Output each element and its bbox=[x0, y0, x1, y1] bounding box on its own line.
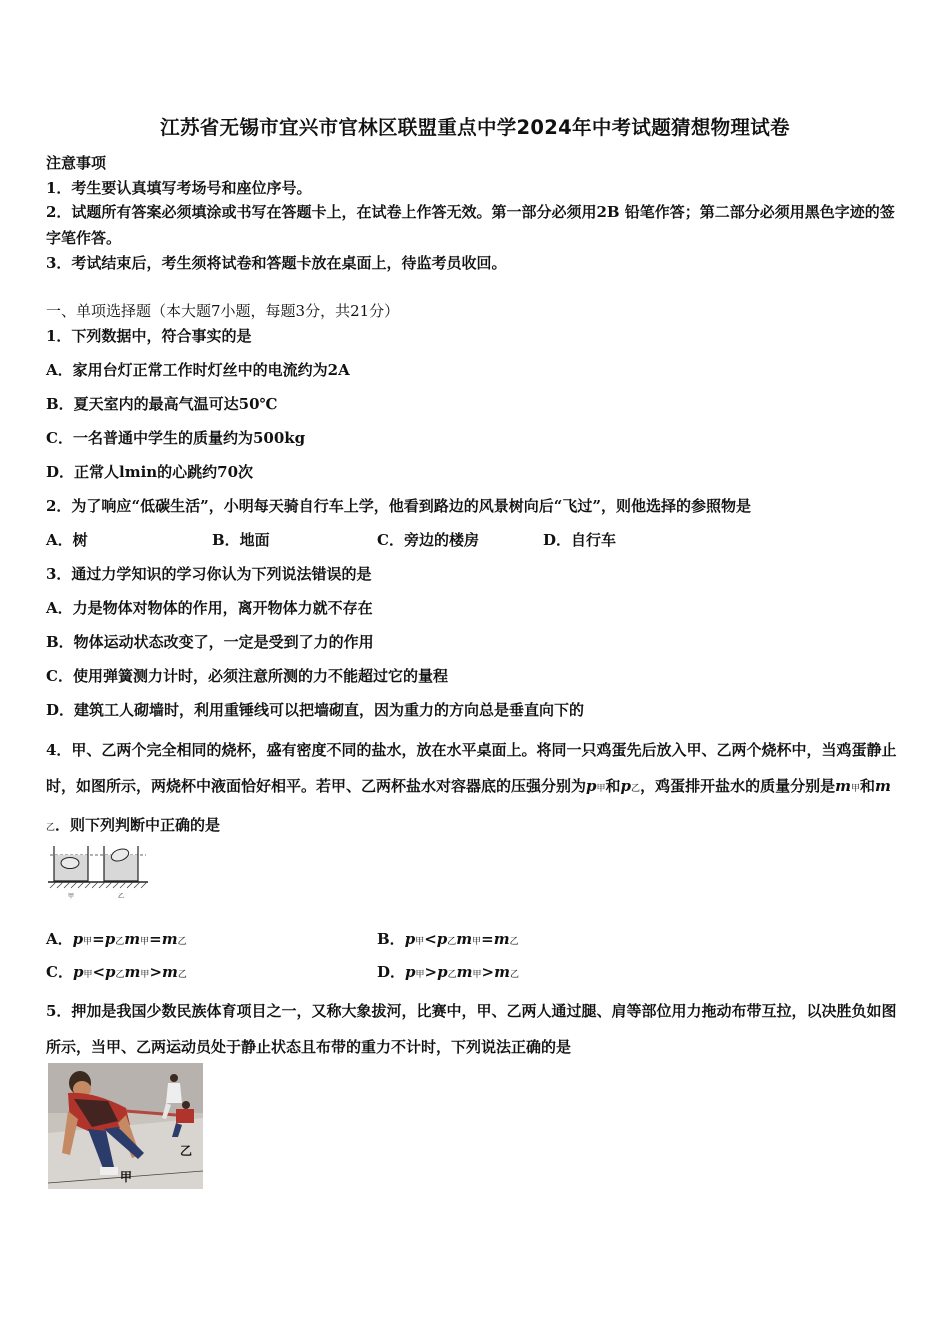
page-title: 江苏省无锡市宜兴市官林区联盟重点中学2024年中考试题猜想物理试卷 bbox=[160, 116, 790, 139]
q4-p-jia: p bbox=[586, 777, 597, 795]
q4-p-yi: p bbox=[620, 777, 632, 795]
q4-stem-part1: 4．甲、乙两个完全相同的烧杯，盛有密度不同的盐水，放在水平桌面上。将同一只鸡蛋先后放入甲、乙两个烧杯中，当鸡蛋静止时，如图所示，两烧杯中液面恰好相平。若甲、乙两杯盐水对容器底的压强分别为 bbox=[46, 741, 897, 795]
q4-option-a: A．p甲=p乙m甲=m乙 bbox=[46, 930, 187, 948]
q3-option-d: D．建筑工人砌墙时，利用重锤线可以把墙砌直，因为重力的方向总是垂直向下的 bbox=[46, 701, 585, 719]
q4-option-b: B．p甲<p乙m甲=m乙 bbox=[377, 930, 519, 948]
q2-option-b: B．地面 bbox=[212, 531, 270, 549]
label-jia: 甲 bbox=[68, 893, 75, 900]
q4-and-1: 和 bbox=[605, 777, 621, 795]
q4-beakers-figure bbox=[48, 842, 152, 900]
q3-option-a: A．力是物体对物体的作用，离开物体力就不存在 bbox=[46, 599, 373, 617]
q3-option-c: C．使用弹簧测力计时，必须注意所测的力不能超过它的量程 bbox=[46, 667, 448, 685]
q4-m-jia: m bbox=[835, 777, 851, 795]
q4-sub-m-yi: 乙 bbox=[46, 823, 56, 833]
beaker-yi bbox=[104, 846, 138, 881]
q1-option-a: A．家用台灯正常工作时灯丝中的电流约为2A bbox=[46, 361, 350, 379]
q3-stem: 3．通过力学知识的学习你认为下列说法错误的是 bbox=[46, 565, 372, 583]
beaker-jia bbox=[54, 846, 88, 881]
q4-sub-yi: 乙 bbox=[631, 784, 641, 794]
q1-stem: 1．下列数据中，符合事实的是 bbox=[46, 327, 252, 345]
q1-option-b: B．夏天室内的最高气温可达50℃ bbox=[46, 395, 278, 413]
q4-option-d: D．p甲>p乙m甲>m乙 bbox=[377, 963, 519, 981]
photo-label-jia: 甲 bbox=[120, 1170, 133, 1184]
q5-photo bbox=[48, 1063, 203, 1189]
egg-jia bbox=[61, 858, 79, 869]
q2-option-c: C．旁边的楼房 bbox=[377, 531, 479, 549]
q4-stem bbox=[46, 732, 908, 846]
q4-m-yi: m bbox=[874, 777, 891, 795]
q1-option-d: D．正常人lmin的心跳约70次 bbox=[46, 463, 254, 481]
q3-option-b: B．物体运动状态改变了，一定是受到了力的作用 bbox=[46, 633, 374, 651]
section-heading: 一、单项选择题（本大题7小题，每题3分，共21分） bbox=[46, 302, 400, 320]
notice-item-2: 2．试题所有答案必须填涂或书写在答题卡上，在试卷上作答无效。第一部分必须用2B 铅笔作答；第二部分必须用黑色字迹的签字笔作答。 bbox=[46, 203, 895, 247]
label-yi: 乙 bbox=[118, 893, 125, 900]
notice-item-1: 1．考生要认真填写考场号和座位序号。 bbox=[46, 179, 312, 197]
q1-option-c: C．一名普通中学生的质量约为500kg bbox=[46, 429, 306, 447]
q5-stem: 5．押加是我国少数民族体育项目之一，又称大象拔河，比赛中，甲、乙两人通过腿、肩等部位用力拖动布带互拉，以决胜负如图所示，当甲、乙两运动员处于静止状态且布带的重力不计时，下列说法正确的是 bbox=[46, 1002, 897, 1056]
notice-heading: 注意事项 bbox=[46, 154, 107, 172]
q4-sub-m-jia: 甲 bbox=[850, 784, 860, 794]
q2-stem: 2．为了响应“低碳生活”，小明每天骑自行车上学，他看到路边的风景树向后“飞过”，则他选择的参照物是 bbox=[46, 497, 751, 515]
photo-label-yi: 乙 bbox=[180, 1144, 193, 1158]
q4-and-2: 和 bbox=[859, 777, 875, 795]
notice-item-3: 3．考试结束后，考生须将试卷和答题卡放在桌面上，待监考员收回。 bbox=[46, 254, 507, 272]
q4-option-c: C．p甲<p乙m甲>m乙 bbox=[46, 963, 187, 981]
q4-stem-part3: ．则下列判断中正确的是 bbox=[55, 816, 221, 834]
q2-option-d: D．自行车 bbox=[543, 531, 617, 549]
q2-option-a: A．树 bbox=[46, 531, 88, 549]
table-hatching bbox=[50, 882, 147, 888]
q4-stem-part2: ，鸡蛋排开盐水的质量分别是 bbox=[640, 777, 836, 795]
q4-sub-jia: 甲 bbox=[596, 784, 606, 794]
